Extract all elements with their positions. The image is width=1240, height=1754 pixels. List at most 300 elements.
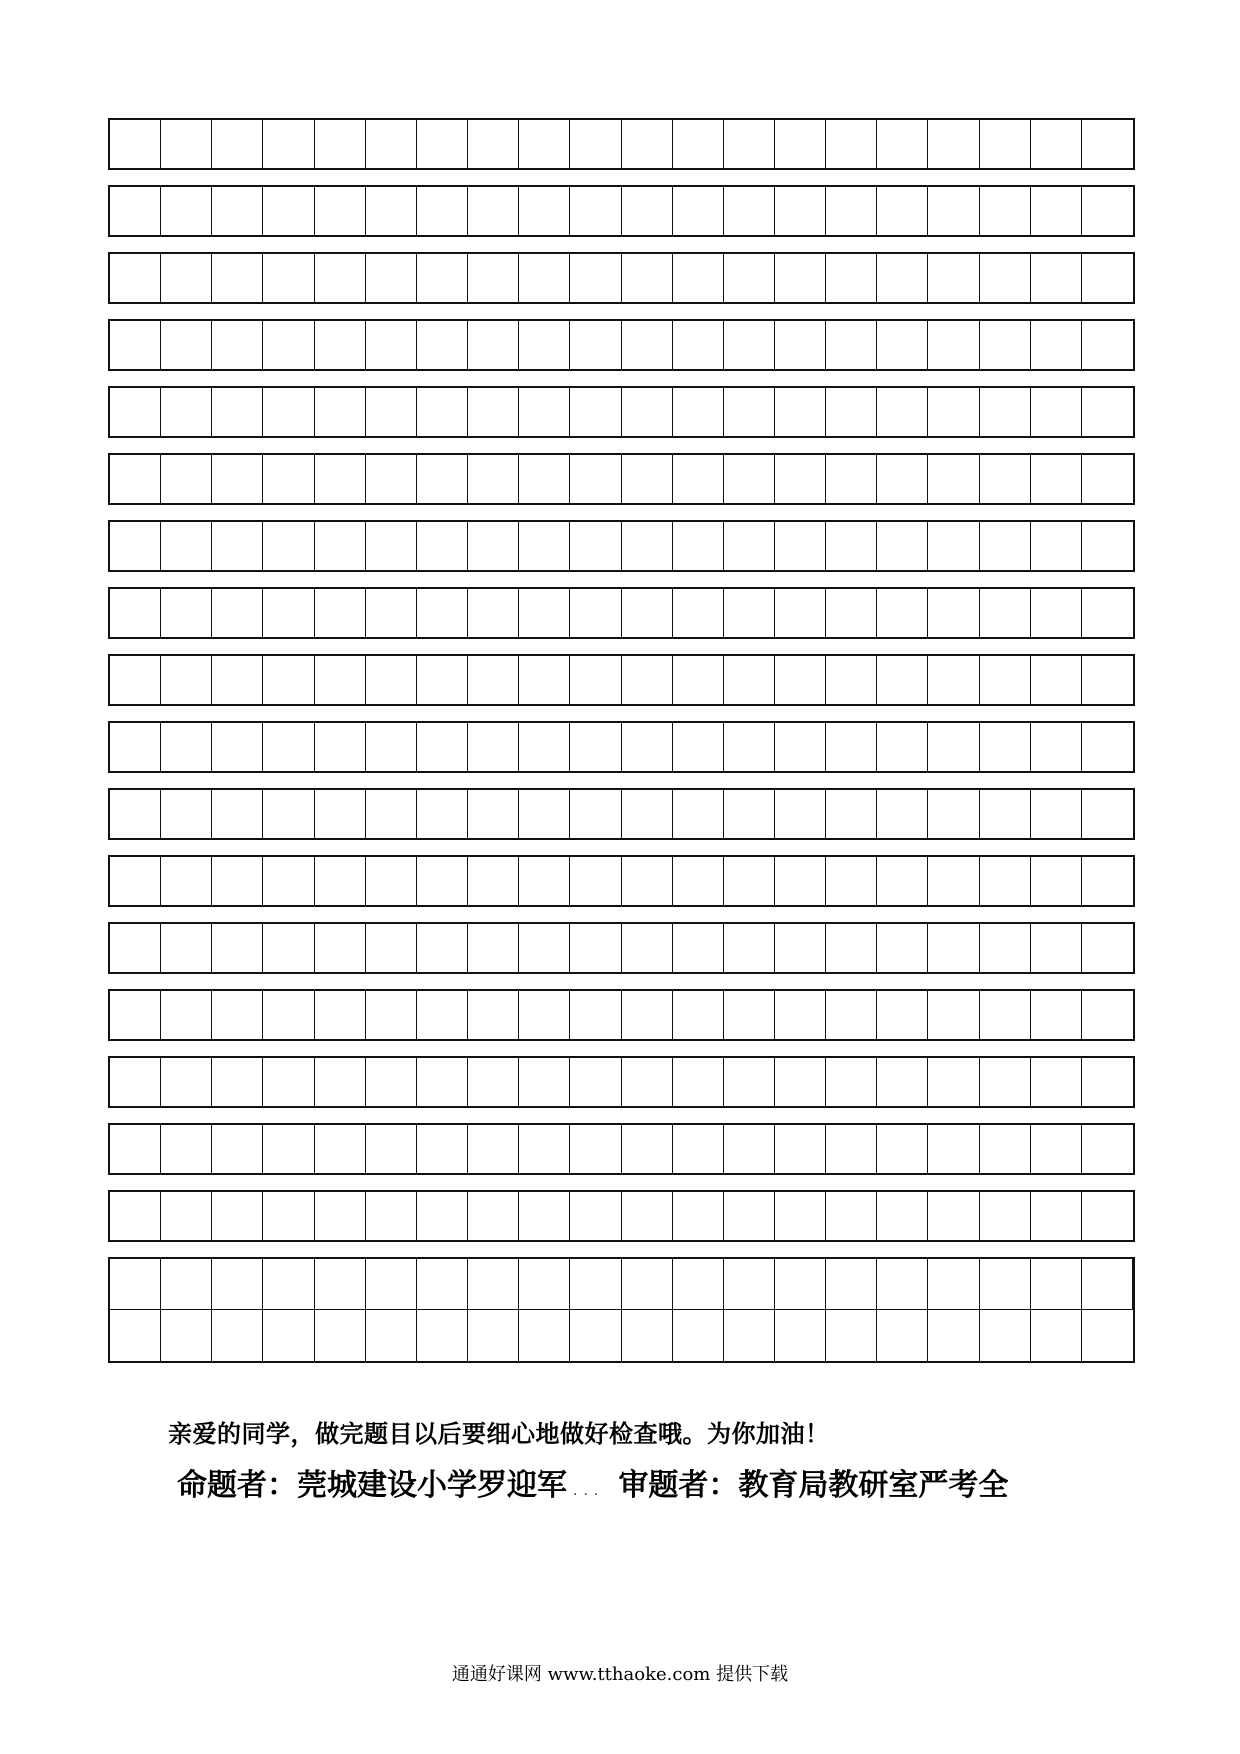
grid-cell: [775, 924, 826, 972]
grid-cell: [1082, 455, 1133, 503]
reviewer-credit: 审题者：教育局教研室严考全: [618, 1468, 1009, 1503]
grid-cell: [161, 589, 212, 637]
grid-cell: [161, 1192, 212, 1240]
grid-cell: [826, 455, 877, 503]
grid-cell: [366, 321, 417, 369]
grid-cell: [263, 120, 314, 168]
grid-cell: [417, 589, 468, 637]
grid-cell: [417, 455, 468, 503]
grid-cell: [570, 857, 621, 905]
grid-cell: [928, 455, 979, 503]
grid-cell: [417, 1259, 468, 1310]
grid-cell: [877, 388, 928, 436]
grid-cell: [110, 924, 161, 972]
grid-cell: [468, 120, 519, 168]
grid-cell: [570, 187, 621, 235]
grid-row: [108, 1056, 1135, 1108]
grid-cell: [468, 589, 519, 637]
grid-cell: [366, 589, 417, 637]
grid-cell: [366, 120, 417, 168]
grid-cell: [1031, 1192, 1082, 1240]
grid-cell: [570, 1192, 621, 1240]
grid-cell: [724, 1058, 775, 1106]
grid-cell: [775, 589, 826, 637]
grid-cell: [570, 321, 621, 369]
grid-cell: [877, 321, 928, 369]
grid-cell: [724, 120, 775, 168]
grid-cell: [673, 321, 724, 369]
grid-cell: [673, 522, 724, 570]
grid-cell: [775, 388, 826, 436]
grid-cell: [417, 388, 468, 436]
grid-row: [108, 386, 1135, 438]
grid-cell: [928, 589, 979, 637]
grid-cell: [673, 924, 724, 972]
grid-cell: [417, 120, 468, 168]
grid-row: [108, 453, 1135, 505]
grid-cell: [775, 1125, 826, 1173]
grid-cell: [980, 924, 1031, 972]
grid-cell: [622, 321, 673, 369]
grid-cell: [519, 120, 570, 168]
grid-cell: [775, 321, 826, 369]
grid-cell: [877, 589, 928, 637]
grid-cell: [366, 187, 417, 235]
grid-cell: [622, 723, 673, 771]
grid-cell: [161, 1259, 212, 1310]
grid-cell: [519, 857, 570, 905]
grid-cell: [673, 991, 724, 1039]
grid-cell: [1082, 120, 1133, 168]
grid-cell: [1031, 321, 1082, 369]
grid-cell: [826, 656, 877, 704]
credit-separator: ...: [573, 1483, 605, 1499]
grid-cell: [877, 1310, 928, 1361]
grid-cell: [161, 656, 212, 704]
grid-cell: [1082, 1310, 1133, 1361]
grid-cell: [263, 254, 314, 302]
grid-cell: [417, 723, 468, 771]
grid-cell: [775, 1259, 826, 1310]
grid-cell: [622, 120, 673, 168]
grid-cell: [673, 857, 724, 905]
grid-cell: [366, 991, 417, 1039]
grid-cell: [468, 321, 519, 369]
grid-cell: [673, 790, 724, 838]
grid-cell: [110, 1058, 161, 1106]
grid-cell: [928, 187, 979, 235]
grid-cell: [468, 1125, 519, 1173]
grid-cell: [110, 388, 161, 436]
grid-cell: [519, 187, 570, 235]
grid-cell: [161, 857, 212, 905]
grid-cell: [775, 790, 826, 838]
grid-cell: [724, 723, 775, 771]
grid-cell: [928, 120, 979, 168]
grid-cell: [877, 656, 928, 704]
grid-cell: [826, 857, 877, 905]
grid-cell: [826, 1125, 877, 1173]
grid-cell: [775, 455, 826, 503]
grid-cell: [366, 1125, 417, 1173]
grid-cell: [468, 656, 519, 704]
grid-cell: [622, 857, 673, 905]
grid-cell: [161, 790, 212, 838]
grid-cell: [110, 656, 161, 704]
grid-cell: [928, 1058, 979, 1106]
grid-cell: [980, 455, 1031, 503]
grid-cell: [468, 1259, 519, 1310]
grid-cell: [826, 254, 877, 302]
grid-cell: [366, 723, 417, 771]
grid-cell: [417, 1192, 468, 1240]
grid-cell: [1031, 388, 1082, 436]
grid-cell: [877, 991, 928, 1039]
grid-cell: [110, 455, 161, 503]
grid-cell: [570, 120, 621, 168]
grid-cell: [110, 1310, 161, 1361]
grid-cell: [161, 455, 212, 503]
grid-cell: [622, 187, 673, 235]
grid-cell: [877, 790, 928, 838]
grid-cell: [877, 1192, 928, 1240]
grid-row: [108, 654, 1135, 706]
grid-cell: [519, 1058, 570, 1106]
grid-cell: [315, 656, 366, 704]
grid-cell: [417, 254, 468, 302]
grid-cell: [417, 522, 468, 570]
grid-cell: [928, 522, 979, 570]
grid-cell: [212, 187, 263, 235]
grid-cell: [366, 924, 417, 972]
grid-cell: [110, 522, 161, 570]
grid-cell: [928, 924, 979, 972]
grid-cell: [110, 790, 161, 838]
grid-cell: [673, 589, 724, 637]
grid-cell: [724, 1310, 775, 1361]
grid-cell: [468, 1310, 519, 1361]
grid-cell: [673, 723, 724, 771]
grid-cell: [775, 522, 826, 570]
grid-cell: [519, 321, 570, 369]
grid-cell: [519, 656, 570, 704]
grid-cell: [1031, 790, 1082, 838]
grid-cell: [315, 723, 366, 771]
grid-cell: [673, 1058, 724, 1106]
grid-cell: [673, 1259, 724, 1310]
grid-cell: [315, 388, 366, 436]
grid-cell: [826, 991, 877, 1039]
grid-cell: [417, 1310, 468, 1361]
grid-cell: [826, 1310, 877, 1361]
grid-cell: [315, 1192, 366, 1240]
grid-cell: [877, 1125, 928, 1173]
encouragement-note: 亲爱的同学，做完题目以后要细心地做好检查哦。为你加油！: [168, 1419, 830, 1448]
grid-cell: [570, 1310, 621, 1361]
grid-cell: [622, 1259, 673, 1310]
grid-cell: [622, 991, 673, 1039]
grid-cell: [928, 388, 979, 436]
grid-cell: [928, 321, 979, 369]
grid-cell: [315, 1310, 366, 1361]
grid-cell: [212, 991, 263, 1039]
grid-cell: [1082, 656, 1133, 704]
grid-cell: [1082, 589, 1133, 637]
grid-cell: [673, 120, 724, 168]
grid-cell: [622, 656, 673, 704]
grid-cell: [570, 1259, 621, 1310]
grid-row: [108, 118, 1135, 170]
grid-cell: [212, 857, 263, 905]
grid-cell: [212, 723, 263, 771]
grid-cell: [110, 991, 161, 1039]
grid-cell: [263, 656, 314, 704]
grid-cell: [212, 1058, 263, 1106]
grid-cell: [366, 455, 417, 503]
grid-cell: [519, 522, 570, 570]
grid-cell: [1031, 924, 1082, 972]
grid-cell: [877, 857, 928, 905]
grid-cell: [980, 656, 1031, 704]
grid-cell: [315, 1058, 366, 1106]
grid-cell: [212, 924, 263, 972]
grid-cell: [775, 1192, 826, 1240]
grid-cell: [775, 187, 826, 235]
grid-cell: [519, 1192, 570, 1240]
grid-cell: [1082, 857, 1133, 905]
grid-cell: [366, 388, 417, 436]
grid-cell: [980, 120, 1031, 168]
grid-cell: [263, 589, 314, 637]
grid-cell: [519, 388, 570, 436]
grid-cell: [928, 1125, 979, 1173]
grid-cell: [724, 187, 775, 235]
grid-cell: [980, 1310, 1031, 1361]
grid-cell: [1082, 388, 1133, 436]
grid-cell: [1082, 1058, 1133, 1106]
grid-cell: [826, 388, 877, 436]
grid-row: [108, 319, 1135, 371]
grid-cell: [315, 857, 366, 905]
grid-cell: [212, 388, 263, 436]
grid-cell: [212, 790, 263, 838]
grid-row: [108, 1123, 1135, 1175]
grid-row: [108, 721, 1135, 773]
grid-cell: [826, 1259, 877, 1310]
grid-cell: [1031, 656, 1082, 704]
grid-cell: [1031, 522, 1082, 570]
grid-cell: [877, 187, 928, 235]
grid-cell: [928, 991, 979, 1039]
grid-cell: [519, 991, 570, 1039]
grid-cell: [468, 1058, 519, 1106]
grid-cell: [1082, 991, 1133, 1039]
grid-cell: [570, 522, 621, 570]
grid-cell: [468, 388, 519, 436]
grid-cell: [673, 254, 724, 302]
grid-cell: [826, 1192, 877, 1240]
grid-cell: [315, 924, 366, 972]
grid-cell: [110, 187, 161, 235]
grid-cell: [570, 790, 621, 838]
grid-cell: [724, 857, 775, 905]
grid-cell: [468, 254, 519, 302]
grid-cell: [980, 723, 1031, 771]
grid-cell: [212, 656, 263, 704]
grid-cell: [519, 254, 570, 302]
grid-cell: [417, 187, 468, 235]
grid-cell: [570, 723, 621, 771]
grid-cell: [928, 254, 979, 302]
grid-cell: [161, 388, 212, 436]
grid-cell: [468, 723, 519, 771]
grid-cell: [980, 1259, 1031, 1310]
grid-cell: [212, 254, 263, 302]
grid-cell: [980, 1125, 1031, 1173]
grid-cell: [161, 924, 212, 972]
grid-cell: [315, 187, 366, 235]
grid-cell: [622, 1058, 673, 1106]
grid-cell: [980, 321, 1031, 369]
grid-cell: [980, 522, 1031, 570]
grid-cell: [622, 924, 673, 972]
grid-cell: [212, 1192, 263, 1240]
grid-cell: [570, 254, 621, 302]
grid-cell: [212, 120, 263, 168]
grid-cell: [775, 656, 826, 704]
grid-row: [108, 989, 1135, 1041]
grid-cell: [724, 589, 775, 637]
grid-cell: [1031, 120, 1082, 168]
grid-cell: [417, 991, 468, 1039]
grid-cell: [877, 522, 928, 570]
grid-cell: [468, 924, 519, 972]
grid-cell: [826, 723, 877, 771]
grid-cell: [315, 589, 366, 637]
grid-cell: [622, 254, 673, 302]
grid-cell: [1031, 1125, 1082, 1173]
grid-cell: [775, 1310, 826, 1361]
grid-cell: [161, 120, 212, 168]
grid-cell: [417, 857, 468, 905]
grid-cell: [315, 254, 366, 302]
grid-cell: [622, 1125, 673, 1173]
grid-cell: [775, 991, 826, 1039]
grid-cell: [519, 1310, 570, 1361]
grid-cell: [826, 589, 877, 637]
grid-cell: [110, 1259, 161, 1310]
grid-cell: [263, 455, 314, 503]
grid-cell: [622, 589, 673, 637]
grid-cell: [570, 924, 621, 972]
grid-cell: [315, 120, 366, 168]
grid-cell: [519, 723, 570, 771]
grid-cell: [622, 388, 673, 436]
grid-cell: [877, 723, 928, 771]
grid-row: [108, 788, 1135, 840]
grid-cell: [1031, 1310, 1082, 1361]
grid-cell: [724, 522, 775, 570]
grid-cell: [775, 723, 826, 771]
grid-cell: [980, 187, 1031, 235]
grid-cell: [775, 1058, 826, 1106]
grid-cell: [1031, 1259, 1082, 1310]
grid-cell: [724, 455, 775, 503]
grid-cell: [1082, 522, 1133, 570]
grid-cell: [980, 790, 1031, 838]
grid-cell: [519, 589, 570, 637]
grid-cell: [366, 857, 417, 905]
grid-cell: [263, 522, 314, 570]
grid-cell: [161, 187, 212, 235]
grid-row: [108, 1190, 1135, 1242]
grid-cell: [366, 254, 417, 302]
grid-cell: [1031, 455, 1082, 503]
grid-row: [108, 185, 1135, 237]
grid-cell: [315, 790, 366, 838]
grid-cell: [570, 388, 621, 436]
grid-cell: [1031, 857, 1082, 905]
grid-cell: [570, 589, 621, 637]
grid-cell: [263, 1125, 314, 1173]
grid-row: [108, 587, 1135, 639]
grid-cell: [417, 924, 468, 972]
grid-cell: [315, 455, 366, 503]
grid-cell: [468, 522, 519, 570]
grid-cell: [826, 187, 877, 235]
grid-cell: [673, 455, 724, 503]
grid-cell: [263, 388, 314, 436]
grid-cell: [673, 1192, 724, 1240]
grid-cell: [263, 991, 314, 1039]
grid-cell: [826, 924, 877, 972]
grid-cell: [622, 1310, 673, 1361]
grid-cell: [928, 1192, 979, 1240]
grid-cell: [826, 120, 877, 168]
grid-cell: [263, 1058, 314, 1106]
grid-cell: [1031, 187, 1082, 235]
grid-cell: [110, 1125, 161, 1173]
grid-cell: [519, 924, 570, 972]
grid-cell: [161, 522, 212, 570]
grid-cell: [1031, 991, 1082, 1039]
grid-cell: [673, 1125, 724, 1173]
grid-cell: [315, 321, 366, 369]
grid-cell: [366, 790, 417, 838]
grid-cell: [110, 589, 161, 637]
grid-cell: [212, 1125, 263, 1173]
grid-cell: [570, 991, 621, 1039]
grid-cell: [519, 1125, 570, 1173]
grid-cell: [877, 254, 928, 302]
grid-cell: [775, 254, 826, 302]
grid-cell: [315, 1259, 366, 1310]
grid-cell: [1082, 924, 1133, 972]
grid-cell: [263, 723, 314, 771]
grid-cell: [1082, 723, 1133, 771]
grid-cell: [877, 1058, 928, 1106]
grid-cell: [1082, 1192, 1133, 1240]
grid-cell: [315, 991, 366, 1039]
grid-cell: [570, 1125, 621, 1173]
grid-cell: [1082, 790, 1133, 838]
grid-cell: [1031, 723, 1082, 771]
grid-cell: [417, 656, 468, 704]
author-credit: 命题者：莞城建设小学罗迎军: [177, 1468, 567, 1503]
grid-cell: [468, 1192, 519, 1240]
grid-cell: [980, 1192, 1031, 1240]
grid-cell: [775, 857, 826, 905]
